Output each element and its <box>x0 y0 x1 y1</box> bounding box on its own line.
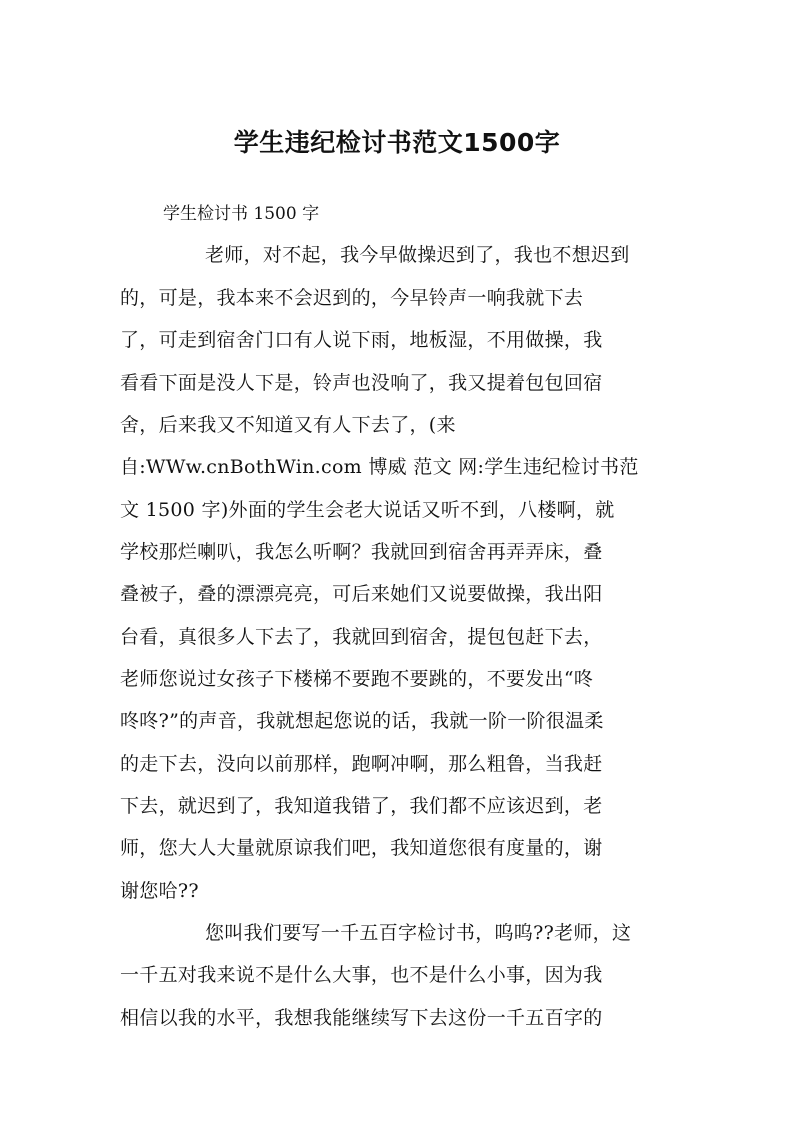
paragraph-line: 老师，对不起，我今早做操迟到了，我也不想迟到 <box>205 244 630 266</box>
document-title: 学生违纪检讨书范文1500字 <box>233 128 561 157</box>
paragraph-line: 看看下面是没人下是，铃声也没响了，我又提着包包回宿 <box>120 372 603 394</box>
paragraph-line: 的，可是，我本来不会迟到的，今早铃声一响我就下去 <box>120 287 584 309</box>
paragraph-line: 文 1500 字)外面的学生会老大说话又听不到，八楼啊，就 <box>120 499 615 521</box>
paragraph-line: 一千五对我来说不是什么大事，也不是什么小事，因为我 <box>120 964 603 986</box>
paragraph-line: 老师您说过女孩子下楼梯不要跑不要跳的，不要发出“咚 <box>120 668 594 690</box>
paragraph-line: 师，您大人大量就原谅我们吧，我知道您很有度量的，谢 <box>120 837 603 859</box>
paragraph-line: 学校那烂喇叭，我怎么听啊？我就回到宿舍再弄弄床，叠 <box>120 541 603 563</box>
paragraph-line: 自:WWw.cnBothWin.com 博威 范文 网:学生违纪检讨书范 <box>120 456 639 478</box>
paragraph-line: 咚咚?”的声音，我就想起您说的话，我就一阶一阶很温柔 <box>120 710 604 732</box>
paragraph-line: 舍，后来我又不知道又有人下去了，(来 <box>120 414 456 436</box>
paragraph-line: 您叫我们要写一千五百字检讨书，呜呜??老师，这 <box>205 922 632 944</box>
paragraph-line: 下去，就迟到了，我知道我错了，我们都不应该迟到，老 <box>120 795 603 817</box>
paragraph-line: 叠被子，叠的漂漂亮亮，可后来她们又说要做操，我出阳 <box>120 583 603 605</box>
paragraph-line: 了，可走到宿舍门口有人说下雨，地板湿，不用做操，我 <box>120 329 603 351</box>
paragraph-line: 的走下去，没向以前那样，跑啊冲啊，那么粗鲁，当我赶 <box>120 753 603 775</box>
paragraph-line: 谢您哈?? <box>120 880 199 902</box>
document-subtitle: 学生检讨书 1500 字 <box>163 204 320 224</box>
paragraph-line: 台看，真很多人下去了，我就回到宿舍，提包包赶下去， <box>120 626 603 648</box>
paragraph-line: 相信以我的水平，我想我能继续写下去这份一千五百字的 <box>120 1007 603 1029</box>
